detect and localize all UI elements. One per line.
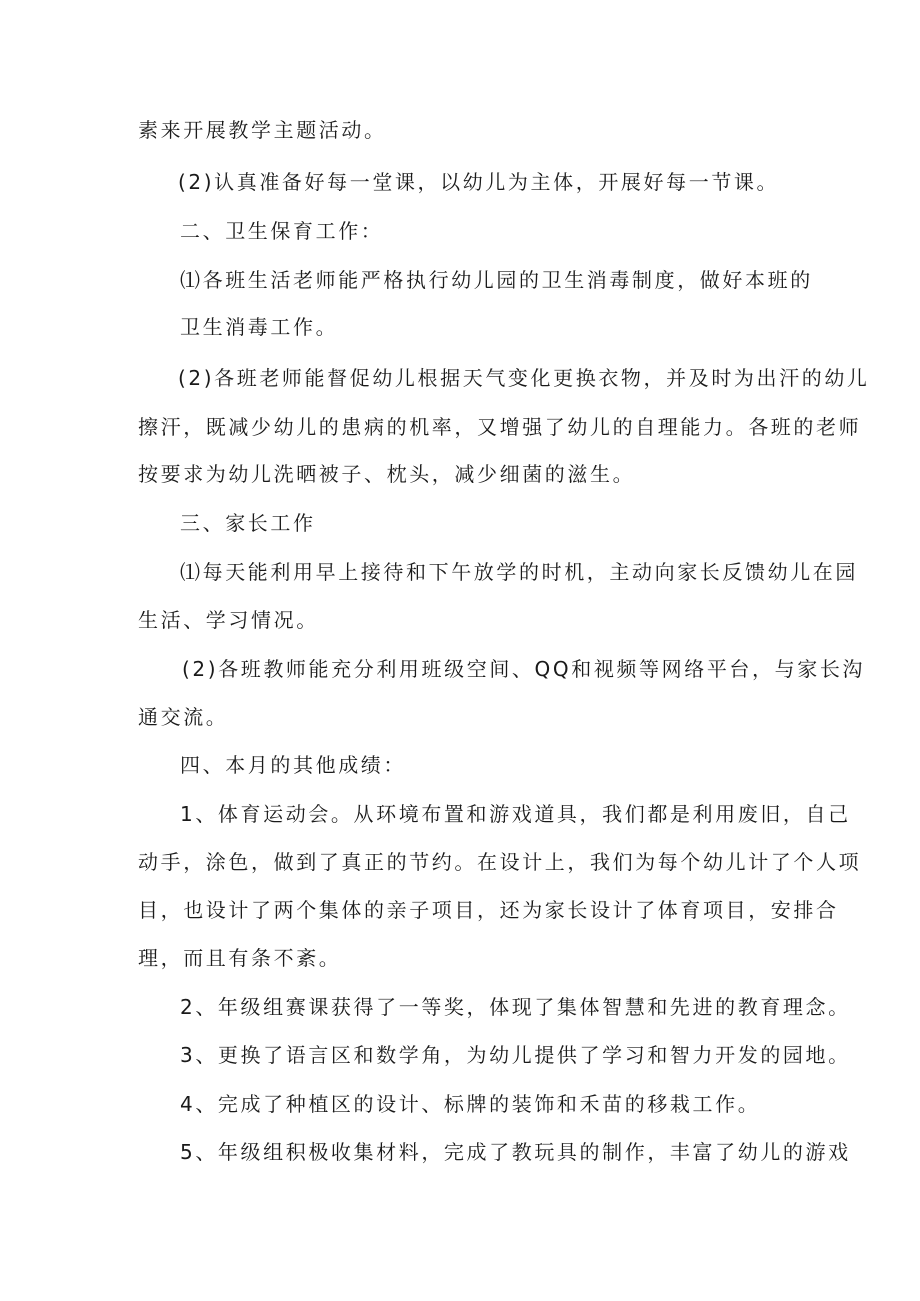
text-line: 目，也设计了两个集体的亲子项目，还为家长设计了体育项目，安排合: [138, 898, 839, 922]
text-line: ⑴各班生活老师能严格执行幼儿园的卫生消毒制度，做好本班的: [180, 268, 813, 292]
text-line: (2)各班老师能督促幼儿根据天气变化更换衣物，并及时为出汗的幼儿: [178, 366, 870, 390]
text-line: 生活、学习情况。: [138, 608, 319, 632]
text-line: 2、年级组赛课获得了一等奖，体现了集体智慧和先进的教育理念。: [180, 995, 851, 1019]
text-line: 擦汗，既减少幼儿的患病的机率，又增强了幼儿的自理能力。各班的老师: [138, 415, 862, 439]
text-line: (2)认真准备好每一堂课，以幼儿为主体，开展好每一节课。: [178, 170, 780, 194]
section-heading: 二、卫生保育工作：: [180, 219, 384, 243]
text-line: (2)各班教师能充分利用班级空间、QQ和视频等网络平台，与家长沟: [182, 657, 866, 681]
text-line: 理，而且有条不紊。: [138, 946, 342, 970]
text-line: 动手，涂色，做到了真正的节约。在设计上，我们为每个幼儿计了个人项: [138, 850, 862, 874]
section-heading: 三、家长工作: [180, 511, 316, 535]
text-line: 按要求为幼儿洗晒被子、枕头，减少细菌的滋生。: [138, 462, 636, 486]
text-line: 3、更换了语言区和数学角，为幼儿提供了学习和智力开发的园地。: [180, 1043, 851, 1067]
text-line: 素来开展教学主题活动。: [138, 118, 387, 142]
text-line: 1、体育运动会。从环境布置和游戏道具，我们都是利用废旧，自己: [180, 802, 851, 826]
text-line: 5、年级组积极收集材料，完成了教玩具的制作，丰富了幼儿的游戏: [180, 1140, 851, 1164]
text-line: 4、完成了种植区的设计、标牌的装饰和禾苗的移栽工作。: [180, 1092, 761, 1116]
text-line: 通交流。: [138, 705, 229, 729]
text-line: 卫生消毒工作。: [180, 315, 339, 339]
section-heading: 四、本月的其他成绩：: [180, 753, 406, 777]
text-line: ⑴每天能利用早上接待和下午放学的时机，主动向家长反馈幼儿在园: [180, 560, 858, 584]
